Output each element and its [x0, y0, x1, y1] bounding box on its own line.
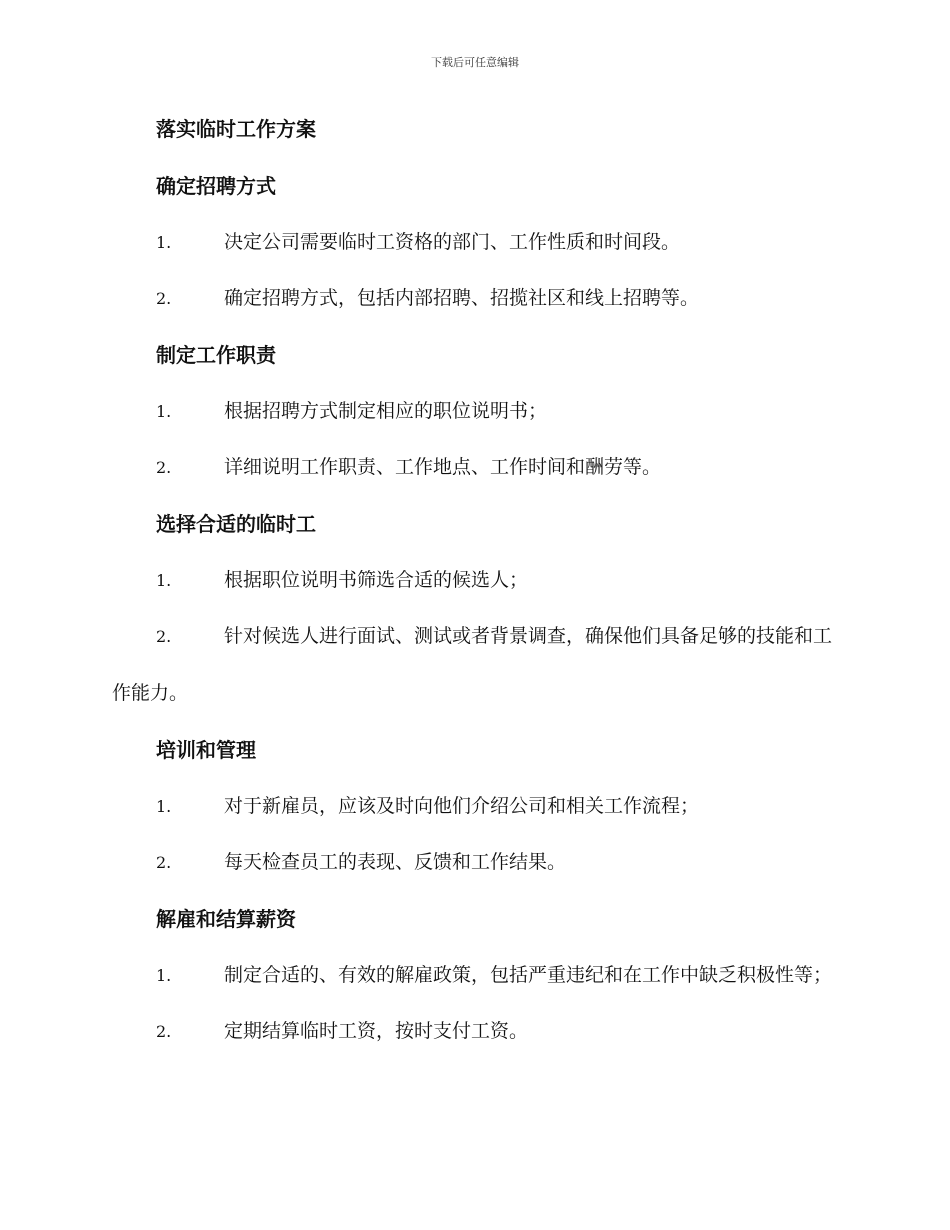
list-item — [112, 608, 834, 722]
section-recruitment-method — [112, 169, 834, 327]
item-number: 2. — [156, 458, 172, 477]
section-heading: 培训和管理 — [156, 738, 256, 762]
section-heading: 解雇和结算薪资 — [156, 907, 296, 931]
section-heading: 选择合适的临时工 — [156, 512, 316, 536]
header-note: 下载后可任意编辑 — [431, 56, 519, 69]
list-item — [112, 552, 834, 609]
section-job-duties — [112, 338, 834, 496]
item-text: 制定合适的、有效的解雇政策，包括严重违纪和在工作中缺乏积极性等； — [224, 964, 833, 986]
item-number: 1. — [156, 966, 172, 985]
list-item — [112, 439, 834, 496]
item-number: 2. — [156, 853, 172, 872]
list-item — [112, 1003, 834, 1060]
item-text: 确定招聘方式，包括内部招聘、招揽社区和线上招聘等。 — [224, 287, 700, 309]
document-title: 落实临时工作方案 — [156, 117, 316, 141]
item-number: 2. — [156, 627, 172, 646]
item-text: 每天检查员工的表现、反馈和工作结果。 — [224, 851, 567, 873]
section-heading: 确定招聘方式 — [156, 174, 276, 198]
list-item — [112, 834, 834, 891]
item-text: 根据职位说明书筛选合适的候选人； — [224, 569, 529, 591]
item-number: 1. — [156, 402, 172, 421]
section-dismissal-payroll — [112, 902, 834, 1060]
section-heading: 制定工作职责 — [156, 343, 276, 367]
item-number: 1. — [156, 797, 172, 816]
section-training-management — [112, 733, 834, 891]
item-text: 对于新雇员，应该及时向他们介绍公司和相关工作流程； — [224, 795, 700, 817]
item-text: 针对候选人进行面试、测试或者背景调查，确保他们具备足够的技能和工作能力。 — [112, 625, 833, 704]
document-body — [112, 112, 834, 1071]
item-text: 根据招聘方式制定相应的职位说明书； — [224, 400, 548, 422]
list-item — [112, 383, 834, 440]
list-item — [112, 270, 834, 327]
item-text: 决定公司需要临时工资格的部门、工作性质和时间段。 — [224, 231, 681, 253]
item-text: 详细说明工作职责、工作地点、工作时间和酬劳等。 — [224, 456, 662, 478]
list-item — [112, 214, 834, 271]
list-item — [112, 778, 834, 835]
section-select-workers — [112, 507, 834, 722]
item-number: 2. — [156, 1022, 172, 1041]
item-text: 定期结算临时工资，按时支付工资。 — [224, 1020, 529, 1042]
item-number: 1. — [156, 233, 172, 252]
item-number: 1. — [156, 571, 172, 590]
item-number: 2. — [156, 289, 172, 308]
list-item — [112, 947, 834, 1004]
